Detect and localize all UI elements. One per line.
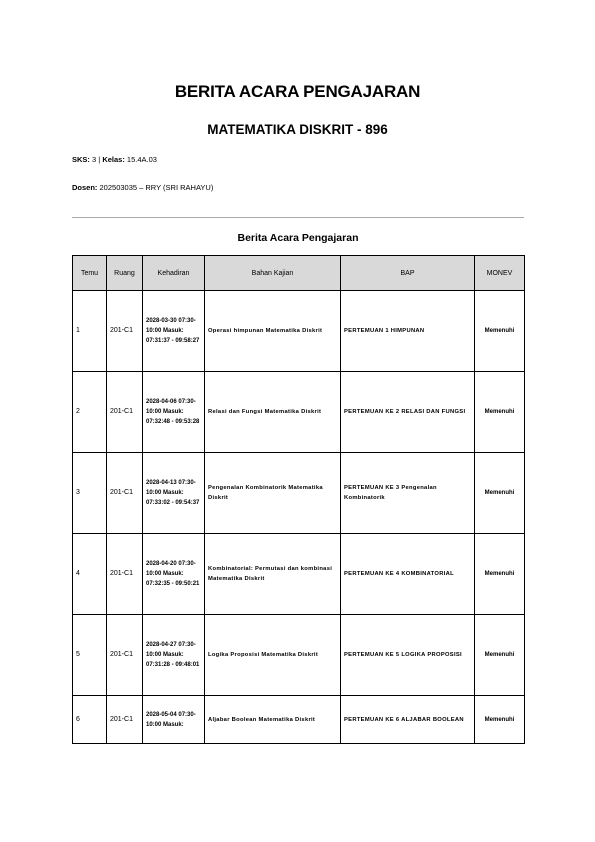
header-bahan-kajian: Bahan Kajian	[205, 256, 341, 291]
header-bap: BAP	[341, 256, 475, 291]
cell-monev: Memenuhi	[475, 453, 525, 534]
attendance-table	[72, 255, 525, 744]
cell-ruang: 201-C1	[107, 372, 143, 453]
cell-bap: PERTEMUAN 1 HIMPUNAN	[341, 291, 475, 372]
cell-bap: PERTEMUAN KE 2 RELASI DAN FUNGSI	[341, 372, 475, 453]
cell-kehadiran: 2028-04-13 07:30-10:00 Masuk: 07:33:02 - 09:54:37	[143, 453, 205, 534]
cell-temu: 6	[73, 696, 107, 744]
table-row	[73, 372, 525, 453]
kelas-label: Kelas:	[102, 155, 125, 164]
cell-temu: 3	[73, 453, 107, 534]
cell-temu: 2	[73, 372, 107, 453]
table-header-row	[73, 256, 525, 291]
cell-kehadiran: 2028-04-27 07:30-10:00 Masuk: 07:31:28 - 09:48:01	[143, 615, 205, 696]
cell-temu: 1	[73, 291, 107, 372]
header-ruang: Ruang	[107, 256, 143, 291]
table-row	[73, 696, 525, 744]
cell-monev: Memenuhi	[475, 696, 525, 744]
cell-bap: PERTEMUAN KE 5 LOGIKA PROPOSISI	[341, 615, 475, 696]
table-row	[73, 291, 525, 372]
attendance-table-wrapper	[72, 255, 524, 744]
table-row	[73, 453, 525, 534]
kelas-value: 15.4A.03	[126, 155, 157, 164]
table-title: Berita Acara Pengajaran	[237, 232, 359, 244]
table-row	[73, 534, 525, 615]
document-title: BERITA ACARA PENGAJARAN	[174, 82, 421, 101]
dosen-label: Dosen:	[72, 183, 98, 192]
table-row	[73, 615, 525, 696]
cell-kehadiran: 2028-05-04 07:30-10:00 Masuk:	[143, 696, 205, 744]
cell-temu: 4	[73, 534, 107, 615]
course-info-line	[72, 155, 157, 164]
cell-kehadiran: 2028-04-06 07:30-10:00 Masuk: 07:32:48 - 09:53:28	[143, 372, 205, 453]
cell-ruang: 201-C1	[107, 534, 143, 615]
cell-bahan-kajian: Operasi himpunan Matematika Diskrit	[205, 291, 341, 372]
course-subtitle: MATEMATIKA DISKRIT - 896	[207, 122, 388, 137]
cell-bahan-kajian: Pengenalan Kombinatorik Matematika Diskrit	[205, 453, 341, 534]
cell-kehadiran: 2028-04-20 07:30-10:00 Masuk: 07:32:35 - 09:50:21	[143, 534, 205, 615]
cell-bahan-kajian: Logika Proposisi Matematika Diskrit	[205, 615, 341, 696]
cell-kehadiran: 2028-03-30 07:30-10:00 Masuk: 07:31:37 - 09:58:27	[143, 291, 205, 372]
cell-bahan-kajian: Aljabar Boolean Matematika Diskrit	[205, 696, 341, 744]
cell-bap: PERTEMUAN KE 3 Pengenalan Kombinatorik	[341, 453, 475, 534]
cell-monev: Memenuhi	[475, 372, 525, 453]
cell-ruang: 201-C1	[107, 453, 143, 534]
cell-ruang: 201-C1	[107, 291, 143, 372]
sks-value: 3 |	[92, 155, 103, 164]
section-divider	[72, 217, 524, 218]
cell-bap: PERTEMUAN KE 4 KOMBINATORIAL	[341, 534, 475, 615]
cell-temu: 5	[73, 615, 107, 696]
cell-monev: Memenuhi	[475, 291, 525, 372]
header-temu: Temu	[73, 256, 107, 291]
cell-ruang: 201-C1	[107, 615, 143, 696]
cell-ruang: 201-C1	[107, 696, 143, 744]
cell-bahan-kajian: Kombinatorial: Permutasi dan kombinasi Matematika Diskrit	[205, 534, 341, 615]
cell-bahan-kajian: Relasi dan Fungsi Matematika Diskrit	[205, 372, 341, 453]
lecturer-line	[72, 183, 213, 192]
cell-monev: Memenuhi	[475, 534, 525, 615]
dosen-value: 202503035 – RRY (SRI RAHAYU)	[99, 183, 214, 192]
cell-bap: PERTEMUAN KE 6 ALJABAR BOOLEAN	[341, 696, 475, 744]
header-kehadiran: Kehadiran	[143, 256, 205, 291]
cell-monev: Memenuhi	[475, 615, 525, 696]
sks-label: SKS:	[72, 155, 90, 164]
header-monev: MONEV	[475, 256, 525, 291]
